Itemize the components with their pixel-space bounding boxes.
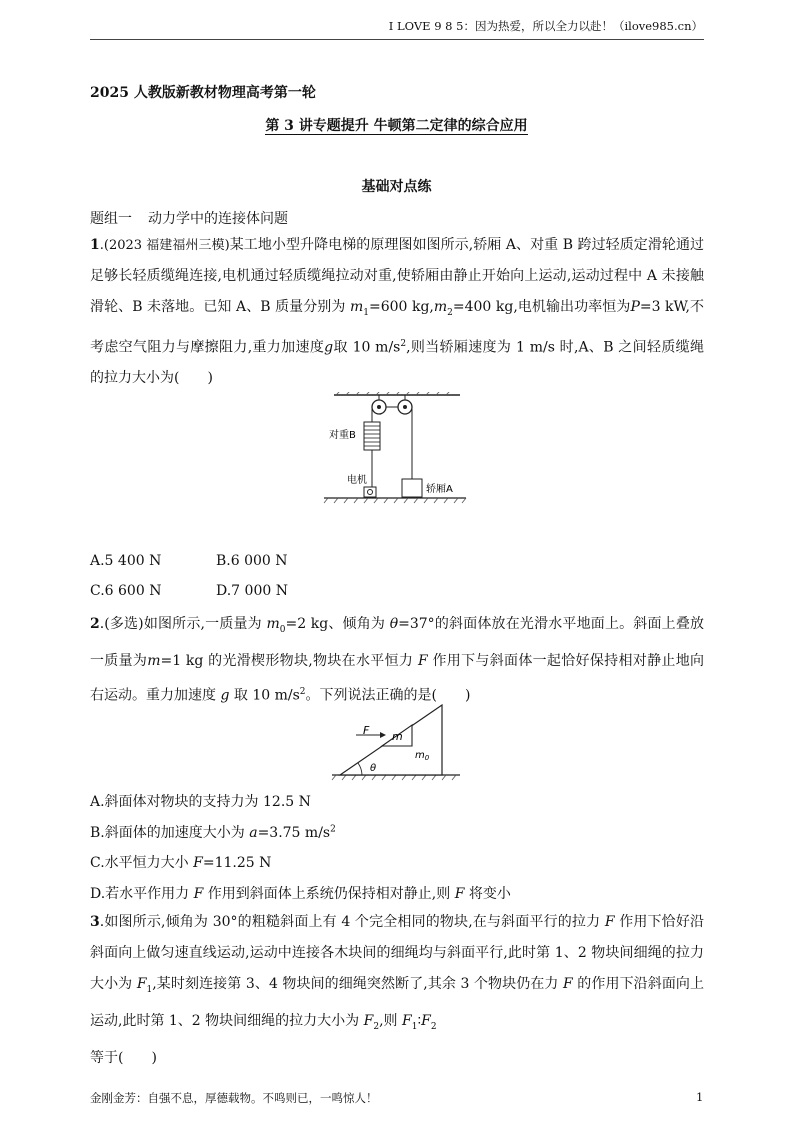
course-title: 2025 人教版新教材物理高考第一轮 (90, 85, 316, 101)
header-rule (90, 39, 704, 40)
lecture-title: 第 3 讲专题提升 牛顿第二定律的综合应用 (265, 118, 528, 134)
label-block-m: m (392, 730, 403, 743)
q1-option-d: D.7 000 N (216, 583, 288, 599)
question-3-stem: 3.如图所示,倾角为 30°的粗糙斜面上有 4 个完全相同的物块,在与斜面平行的拉力 F 作用下恰好沿斜面向上做匀速直线运动,运动中连接各木块间的细绳均与斜面平行,此时第 1、2 物块间细绳的拉力大小为 $F_1$,某时刻连接第 3、4 物块间的细绳突然断了,其余 3 个物块仍在力 F 的作用下沿斜面向上运动,此时第 1、2 物块间细绳的拉力大小为 $F_2$,则 $F_1∶F_2$ 等于( ) (90, 914, 705, 1066)
label-cab-a: 轿厢A (426, 484, 453, 495)
page-number: 1 (696, 1090, 704, 1104)
label-force-f: F (363, 724, 370, 737)
q1-option-c: C.6 600 N (90, 583, 162, 599)
incline-diagram (330, 703, 462, 783)
q2-option-c: C.水平恒力大小 F=11.25 N (90, 855, 272, 871)
q2-option-a: A.斜面体对物块的支持力为 12.5 N (90, 794, 311, 810)
label-motor: 电机 (347, 475, 367, 486)
label-wedge-m0: $m_0$ (415, 750, 430, 762)
question-1-stem: 1.(2023 福建福州三模)某工地小型升降电梯的原理图如图所示,轿厢 A、对重 B 跨过轻质定滑轮通过足够长轻质缆绳连接,电机通过轻质缆绳拉动对重,使轿厢由静止开始向上运动,运动过程中 A 未接触滑轮、B 未落地。已知 A、B 质量分别为 $m_1=600$ $kg,m_2=400$ kg,电机输出功率恒为P=3 kW,不考虑空气阻力与摩擦阻力,重力加速度g取 10 $m/s^2$,则当轿厢速度为 1 m/s 时,A、B 之间轻质缆绳的拉力大小为( ) (90, 237, 705, 387)
q2-option-b: B.斜面体的加速度大小为 a=3.75 $m/s^2$ (90, 824, 336, 841)
question-2-stem: 2.(多选)如图所示,一质量为 $m_0=2$ kg、倾角为 θ=37°的斜面体放在光滑水平地面上。斜面上叠放一质量为m=1 kg 的光滑楔形物块,物块在水平恒力 F 作用下与斜面体一起恰好保持相对静止地向右运动。重力加速度 g 取 10 $m/s^2$。下列说法正确的是( ) (90, 616, 705, 704)
page-header: I LOVE 9 8 5：因为热爱，所以全力以赴！（ilove985.cn） (388, 19, 703, 33)
question-group-heading: 题组一 动力学中的连接体问题 (90, 211, 288, 227)
label-counterweight-b: 对重B (329, 430, 356, 441)
footer-motto: 金刚金芳：自强不息，厚德载物。不鸣则已，一鸣惊人！ (90, 1091, 378, 1105)
elevator-diagram (320, 392, 470, 510)
q2-option-d: D.若水平作用力 F 作用到斜面体上系统仍保持相对静止,则 F 将变小 (90, 886, 511, 902)
label-angle-theta: θ (370, 763, 377, 774)
section-title: 基础对点练 (361, 179, 432, 195)
q1-option-a: A.5 400 N (90, 553, 162, 569)
q1-option-b: B.6 000 N (216, 553, 288, 569)
